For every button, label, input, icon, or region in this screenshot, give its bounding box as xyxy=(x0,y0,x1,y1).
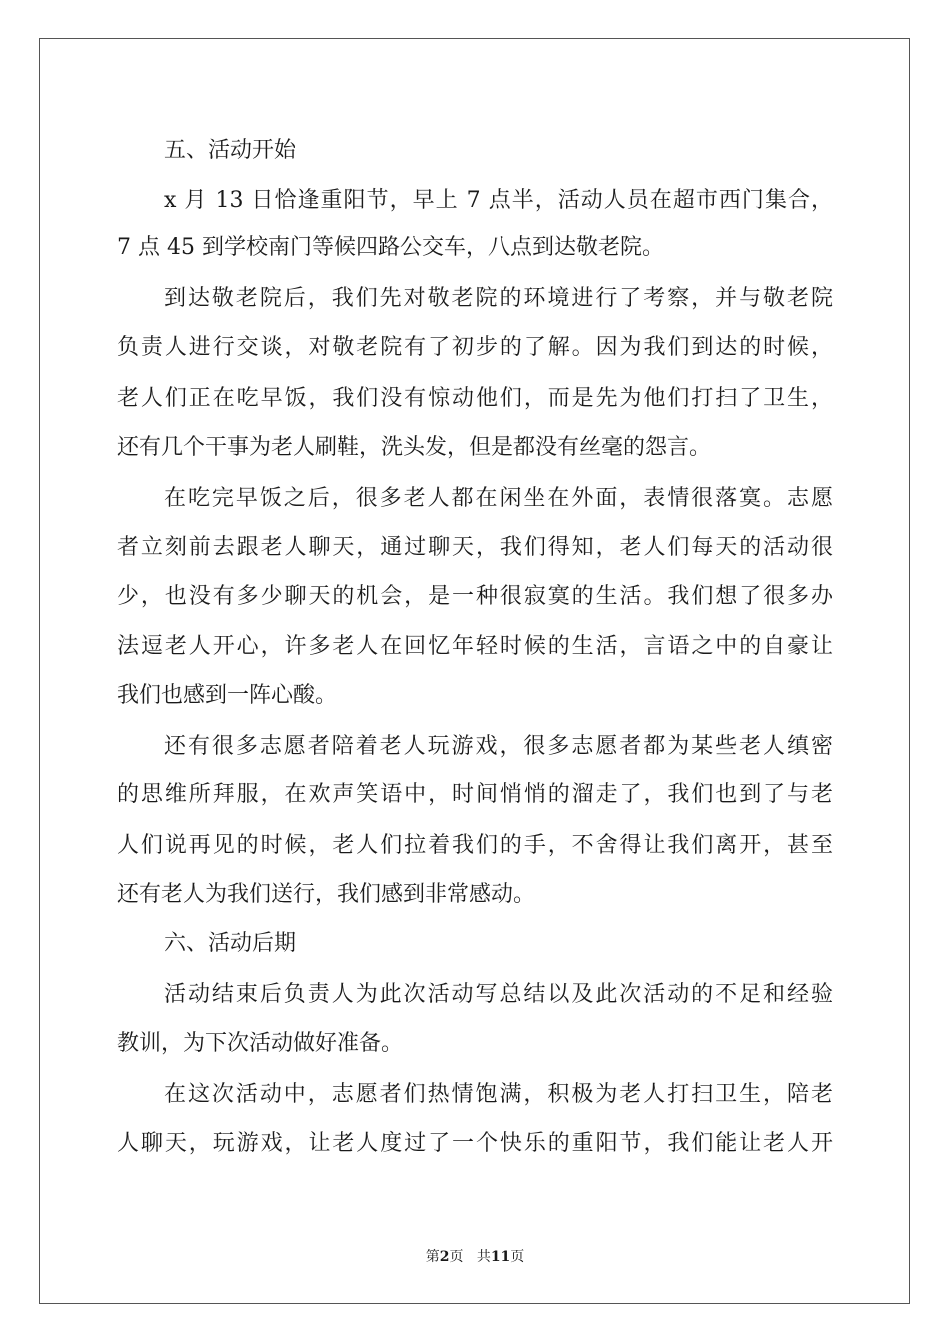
paragraph-line: 还有很多志愿者陪着老人玩游戏，很多志愿者都为某些老人缜密 xyxy=(164,734,833,759)
paragraph-line: 7 点 45 到学校南门等候四路公交车，八点到达敬老院。 xyxy=(117,235,664,260)
paragraph-line: 在吃完早饭之后，很多老人都在闲坐在外面，表情很落寞。志愿 xyxy=(164,486,833,511)
paragraph-line: 活动结束后负责人为此次活动写总结以及此次活动的不足和经验 xyxy=(164,982,833,1007)
paragraph-line: 人们说再见的时候，老人们拉着我们的手，不舍得让我们离开，甚至 xyxy=(117,833,833,858)
paragraph-line: 老人们正在吃早饭，我们没有惊动他们，而是先为他们打扫了卫生， xyxy=(117,386,833,411)
total-pages: 11 xyxy=(490,1249,511,1265)
total-suffix: 页 xyxy=(510,1249,525,1265)
paragraph-line: 人聊天，玩游戏，让老人度过了一个快乐的重阳节，我们能让老人开 xyxy=(117,1131,833,1156)
page-border xyxy=(39,38,910,1304)
section-heading-activity-later: 六、活动后期 xyxy=(164,931,297,956)
paragraph-line: 教训，为下次活动做好准备。 xyxy=(117,1031,404,1056)
page-footer xyxy=(0,1247,950,1267)
paragraph-line: 我们也感到一阵心酸。 xyxy=(117,683,338,708)
paragraph-line: x 月 13 日恰逢重阳节，早上 7 点半，活动人员在超市西门集合， xyxy=(164,188,833,213)
paragraph-line: 的思维所拜服，在欢声笑语中，时间悄悄的溜走了，我们也到了与老 xyxy=(117,782,833,807)
paragraph-line: 法逗老人开心，许多老人在回忆年轻时候的生活，言语之中的自豪让 xyxy=(117,634,833,659)
paragraph-line: 者立刻前去跟老人聊天，通过聊天，我们得知，老人们每天的活动很 xyxy=(117,535,833,560)
page-number: 2 xyxy=(439,1249,450,1265)
paragraph-line: 在这次活动中，志愿者们热情饱满，积极为老人打扫卫生，陪老 xyxy=(164,1082,833,1107)
paragraph-line: 到达敬老院后，我们先对敬老院的环境进行了考察，并与敬老院 xyxy=(164,286,833,311)
paragraph-line: 负责人进行交谈，对敬老院有了初步的了解。因为我们到达的时候， xyxy=(117,335,833,360)
paragraph-line: 还有几个干事为老人刷鞋，洗头发，但是都没有丝毫的怨言。 xyxy=(117,435,712,460)
total-prefix: 共 xyxy=(476,1249,491,1265)
page-suffix: 页 xyxy=(449,1249,464,1265)
section-heading-activity-start: 五、活动开始 xyxy=(164,138,297,163)
page-prefix: 第 xyxy=(425,1249,440,1265)
paragraph-line: 少，也没有多少聊天的机会，是一种很寂寞的生活。我们想了很多办 xyxy=(117,584,833,609)
paragraph-line: 还有老人为我们送行，我们感到非常感动。 xyxy=(117,882,536,907)
